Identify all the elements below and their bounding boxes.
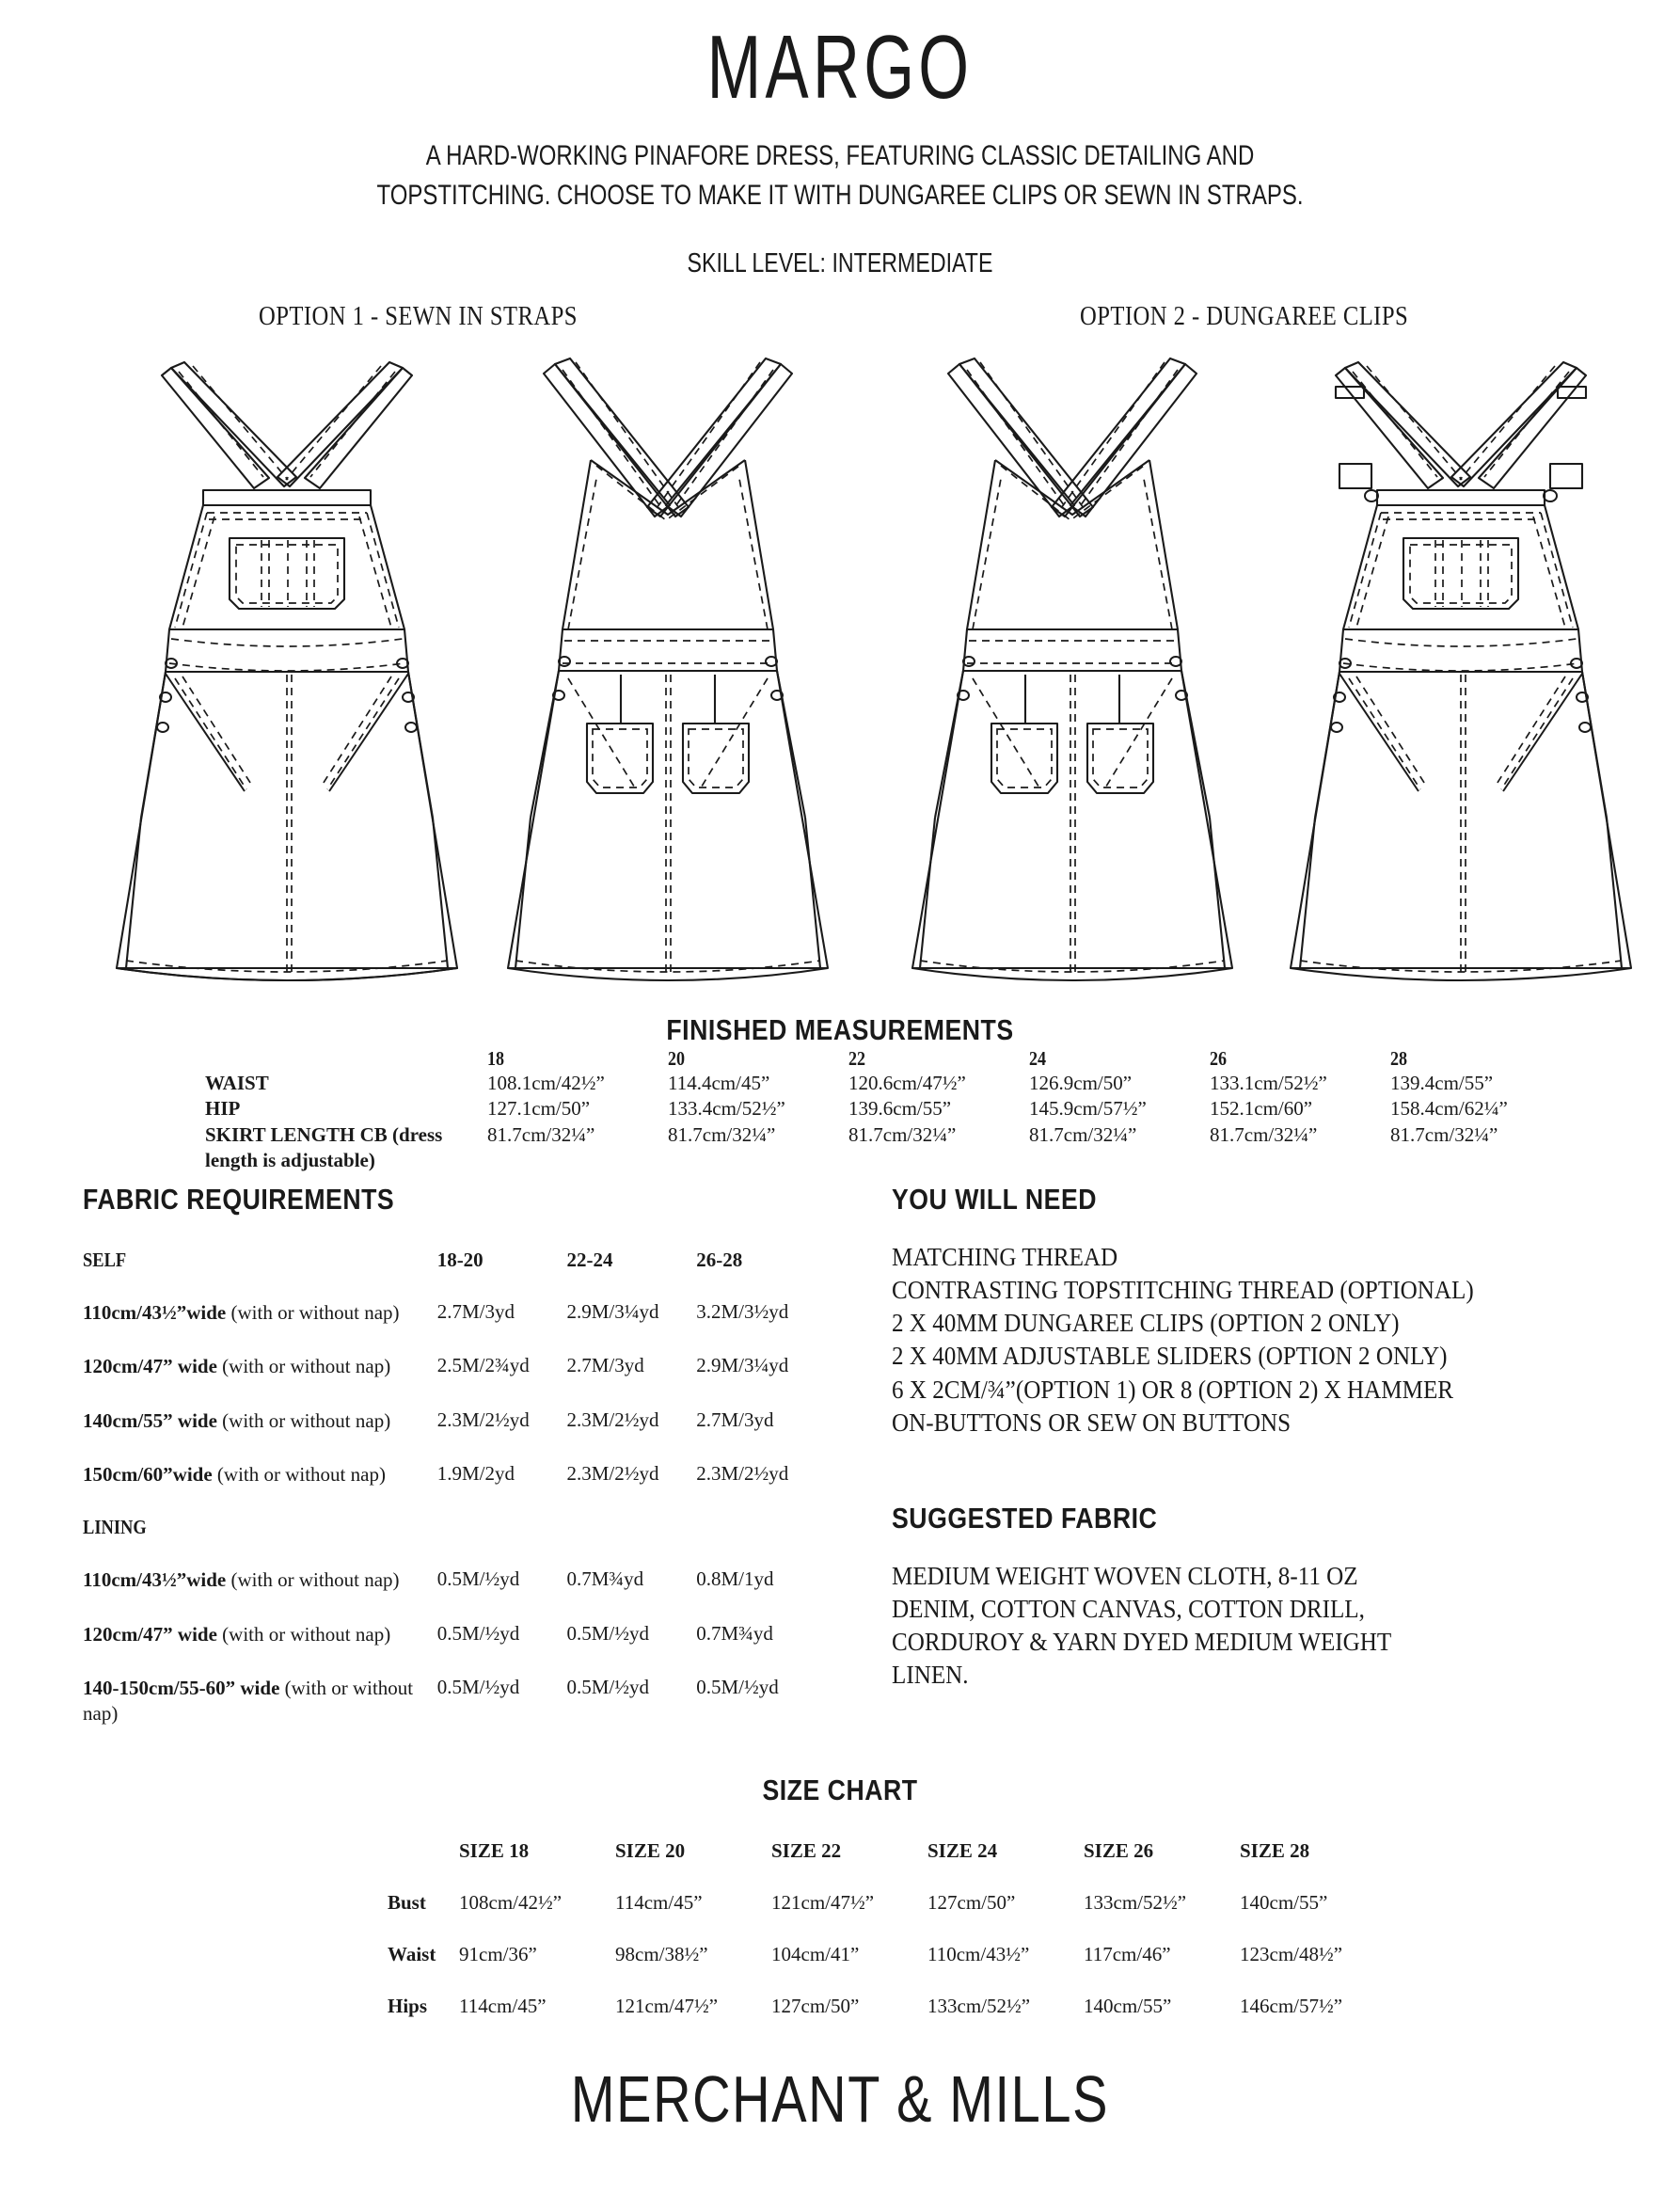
list-item: ON-BUTTONS OR SEW ON BUTTONS [892, 1408, 1292, 1437]
cell: 2.3M/2½yd [436, 1408, 530, 1431]
cell: 133.4cm/52½” [668, 1097, 785, 1121]
cell: 2.3M/2½yd [696, 1462, 789, 1486]
size-chart-table [388, 1839, 1396, 2046]
list-item: DENIM, COTTON CANVAS, COTTON DRILL, [892, 1594, 1365, 1623]
table-row [205, 1122, 1571, 1174]
cell: 127.1cm/50” [487, 1097, 591, 1121]
cell: 114.4cm/45” [668, 1071, 770, 1094]
cell: 158.4cm/62¼” [1390, 1097, 1508, 1121]
cell: 133cm/52½” [927, 1995, 1031, 2018]
list-item: MEDIUM WEIGHT WOVEN CLOTH, 8-11 OZ [892, 1561, 1358, 1590]
size-header: 28 [1390, 1046, 1408, 1070]
technical-drawings [0, 347, 1680, 1006]
cell: 2.9M/3¼yd [566, 1300, 659, 1324]
table-row [388, 1943, 1396, 1995]
cell: 140cm/55” [1084, 1995, 1172, 2018]
size-header: 22 [848, 1046, 866, 1070]
table-row [83, 1622, 826, 1676]
table-row [83, 1676, 826, 1756]
table-row [205, 1096, 1571, 1121]
list-item: 6 X 2CM/¾”(OPTION 1) OR 8 (OPTION 2) X HAMMER [892, 1375, 1454, 1404]
cell: 81.7cm/32¼” [668, 1122, 776, 1146]
cell: 2.3M/2½yd [566, 1462, 659, 1486]
table-row [83, 1567, 826, 1621]
body-columns [0, 1183, 1680, 1766]
illustration-option1-back [489, 347, 847, 1006]
cell: 81.7cm/32¼” [487, 1122, 595, 1146]
finished-measurements-heading: FINISHED MEASUREMENTS [666, 1012, 1014, 1046]
option-2-label: OPTION 2 - DUNGAREE CLIPS [1080, 301, 1409, 331]
cell: 0.7M¾yd [566, 1567, 644, 1591]
cell: 0.8M/1yd [696, 1567, 774, 1591]
table-row [83, 1408, 826, 1462]
subtitle-line-1: A HARD-WORKING PINAFORE DRESS, FEATURING CLASSIC DETAILING AND [425, 139, 1255, 171]
size-header: 24 [1029, 1046, 1047, 1070]
illustration-option1-front [103, 347, 470, 1006]
cell: 152.1cm/60” [1210, 1097, 1313, 1121]
lining-header-row [83, 1516, 826, 1567]
you-will-need-list [892, 1241, 1557, 1440]
cell: 2.3M/2½yd [566, 1408, 659, 1431]
right-column [892, 1183, 1607, 1692]
cell: 139.4cm/55” [1390, 1071, 1494, 1094]
cell: 2.7M/3yd [696, 1408, 774, 1431]
cell: 81.7cm/32¼” [848, 1122, 957, 1146]
subtitle [168, 136, 1513, 216]
table-row [388, 1891, 1396, 1943]
fabric-requirements-heading: FABRIC REQUIREMENTS [83, 1183, 395, 1217]
cell: 81.7cm/32¼” [1210, 1122, 1318, 1146]
illustration-option2-front [1277, 347, 1644, 1006]
size-header: 18 [487, 1046, 505, 1070]
lining-label: LINING [83, 1516, 147, 1539]
size-column-header: SIZE 24 [927, 1839, 998, 1863]
row-label: SKIRT LENGTH CB (dress length is adjustable) [205, 1122, 443, 1171]
finished-measurements-section [0, 1013, 1680, 1173]
cell: 0.5M/½yd [436, 1621, 520, 1645]
list-item: MATCHING THREAD [892, 1243, 1118, 1272]
size-group-header: 26-28 [696, 1249, 743, 1272]
row-label: Waist [388, 1943, 436, 1966]
cell: 145.9cm/57½” [1029, 1097, 1147, 1121]
fabric-requirements-table [83, 1249, 826, 1755]
fabric-width-label: 120cm/47” wide (with or without nap) [83, 1355, 391, 1378]
fabric-requirements-section [83, 1183, 835, 1755]
list-item: 2 X 40MM DUNGAREE CLIPS (OPTION 2 ONLY) [892, 1309, 1400, 1338]
cell: 0.5M/½yd [566, 1621, 649, 1645]
size-header: 20 [668, 1046, 686, 1070]
cell: 108.1cm/42½” [487, 1071, 605, 1094]
table-row [83, 1462, 826, 1516]
suggested-fabric-list [892, 1560, 1557, 1692]
skill-level: SKILL LEVEL: INTERMEDIATE [687, 247, 993, 278]
fabric-width-label: 140-150cm/55-60” wide (with or without nap) [83, 1676, 414, 1726]
row-label: HIP [205, 1097, 241, 1121]
cell: 104cm/41” [771, 1943, 860, 1966]
size-chart-section [0, 1774, 1680, 2046]
cell: 0.5M/½yd [696, 1675, 779, 1698]
cell: 0.7M¾yd [696, 1621, 773, 1645]
cell: 126.9cm/50” [1029, 1071, 1133, 1094]
row-label: WAIST [205, 1071, 269, 1094]
table-row [388, 1995, 1396, 2046]
brand-logo: MERCHANT & MILLS [570, 2062, 1110, 2137]
cell: 123cm/48½” [1240, 1943, 1343, 1966]
table-header-row [388, 1839, 1396, 1891]
size-group-header: 22-24 [566, 1249, 613, 1272]
fabric-width-label: 110cm/43½”wide (with or without nap) [83, 1568, 400, 1592]
self-label: SELF [83, 1249, 127, 1272]
subtitle-line-2: TOPSTITCHING. CHOOSE TO MAKE IT WITH DUNGAREE CLIPS OR SEWN IN STRAPS. [376, 180, 1304, 212]
cell: 140cm/55” [1240, 1891, 1328, 1915]
list-item: CONTRASTING TOPSTITCHING THREAD (OPTIONAL) [892, 1276, 1474, 1305]
size-column-header: SIZE 26 [1084, 1839, 1154, 1863]
row-label: Hips [388, 1995, 428, 2018]
cell: 120.6cm/47½” [848, 1071, 966, 1094]
table-row [83, 1300, 826, 1354]
option-1-label: OPTION 1 - SEWN IN STRAPS [259, 301, 578, 331]
table-header-row [83, 1249, 826, 1300]
cell: 121cm/47½” [771, 1891, 875, 1915]
page-title: MARGO [706, 17, 974, 118]
cell: 0.5M/½yd [436, 1675, 520, 1698]
cell: 2.7M/3yd [436, 1300, 515, 1324]
cell: 121cm/47½” [615, 1995, 719, 2018]
list-item: CORDUROY & YARN DYED MEDIUM WEIGHT [892, 1627, 1392, 1656]
cell: 3.2M/3½yd [696, 1300, 789, 1324]
cell: 114cm/45” [459, 1995, 547, 2018]
cell: 110cm/43½” [927, 1943, 1030, 1966]
cell: 2.9M/3¼yd [696, 1354, 789, 1377]
cell: 81.7cm/32¼” [1390, 1122, 1498, 1146]
size-header: 26 [1210, 1046, 1228, 1070]
illustration-option2-back [894, 347, 1251, 1006]
cell: 98cm/38½” [615, 1943, 708, 1966]
size-column-header: SIZE 20 [615, 1839, 686, 1863]
size-column-header: SIZE 18 [459, 1839, 530, 1863]
fabric-width-label: 150cm/60”wide (with or without nap) [83, 1463, 386, 1487]
size-group-header: 18-20 [436, 1249, 483, 1272]
row-label: Bust [388, 1891, 426, 1915]
cell: 81.7cm/32¼” [1029, 1122, 1137, 1146]
suggested-fabric-heading: SUGGESTED FABRIC [892, 1501, 1158, 1535]
fabric-width-label: 140cm/55” wide (with or without nap) [83, 1408, 391, 1432]
cell: 108cm/42½” [459, 1891, 563, 1915]
cell: 1.9M/2yd [436, 1462, 515, 1486]
finished-measurements-table [205, 1047, 1571, 1173]
option-labels [0, 302, 1680, 345]
table-header-row [205, 1047, 1571, 1071]
cell: 114cm/45” [615, 1891, 703, 1915]
cell: 117cm/46” [1084, 1943, 1171, 1966]
size-column-header: SIZE 22 [771, 1839, 842, 1863]
cell: 139.6cm/55” [848, 1097, 952, 1121]
table-row [83, 1354, 826, 1408]
fabric-width-label: 110cm/43½”wide (with or without nap) [83, 1301, 400, 1325]
size-chart-heading: SIZE CHART [762, 1774, 918, 1807]
cell: 133cm/52½” [1084, 1891, 1187, 1915]
cell: 146cm/57½” [1240, 1995, 1343, 2018]
list-item: LINEN. [892, 1661, 969, 1690]
cell: 127cm/50” [771, 1995, 860, 2018]
fabric-width-label: 120cm/47” wide (with or without nap) [83, 1622, 391, 1646]
you-will-need-heading: YOU WILL NEED [892, 1183, 1098, 1217]
cell: 2.7M/3yd [566, 1354, 644, 1377]
cell: 0.5M/½yd [566, 1675, 649, 1698]
cell: 133.1cm/52½” [1210, 1071, 1327, 1094]
cell: 2.5M/2¾yd [436, 1354, 530, 1377]
table-row [205, 1071, 1571, 1096]
size-column-header: SIZE 28 [1240, 1839, 1310, 1863]
cell: 127cm/50” [927, 1891, 1016, 1915]
list-item: 2 X 40MM ADJUSTABLE SLIDERS (OPTION 2 ONLY) [892, 1342, 1448, 1371]
cell: 91cm/36” [459, 1943, 537, 1966]
cell: 0.5M/½yd [436, 1567, 520, 1591]
